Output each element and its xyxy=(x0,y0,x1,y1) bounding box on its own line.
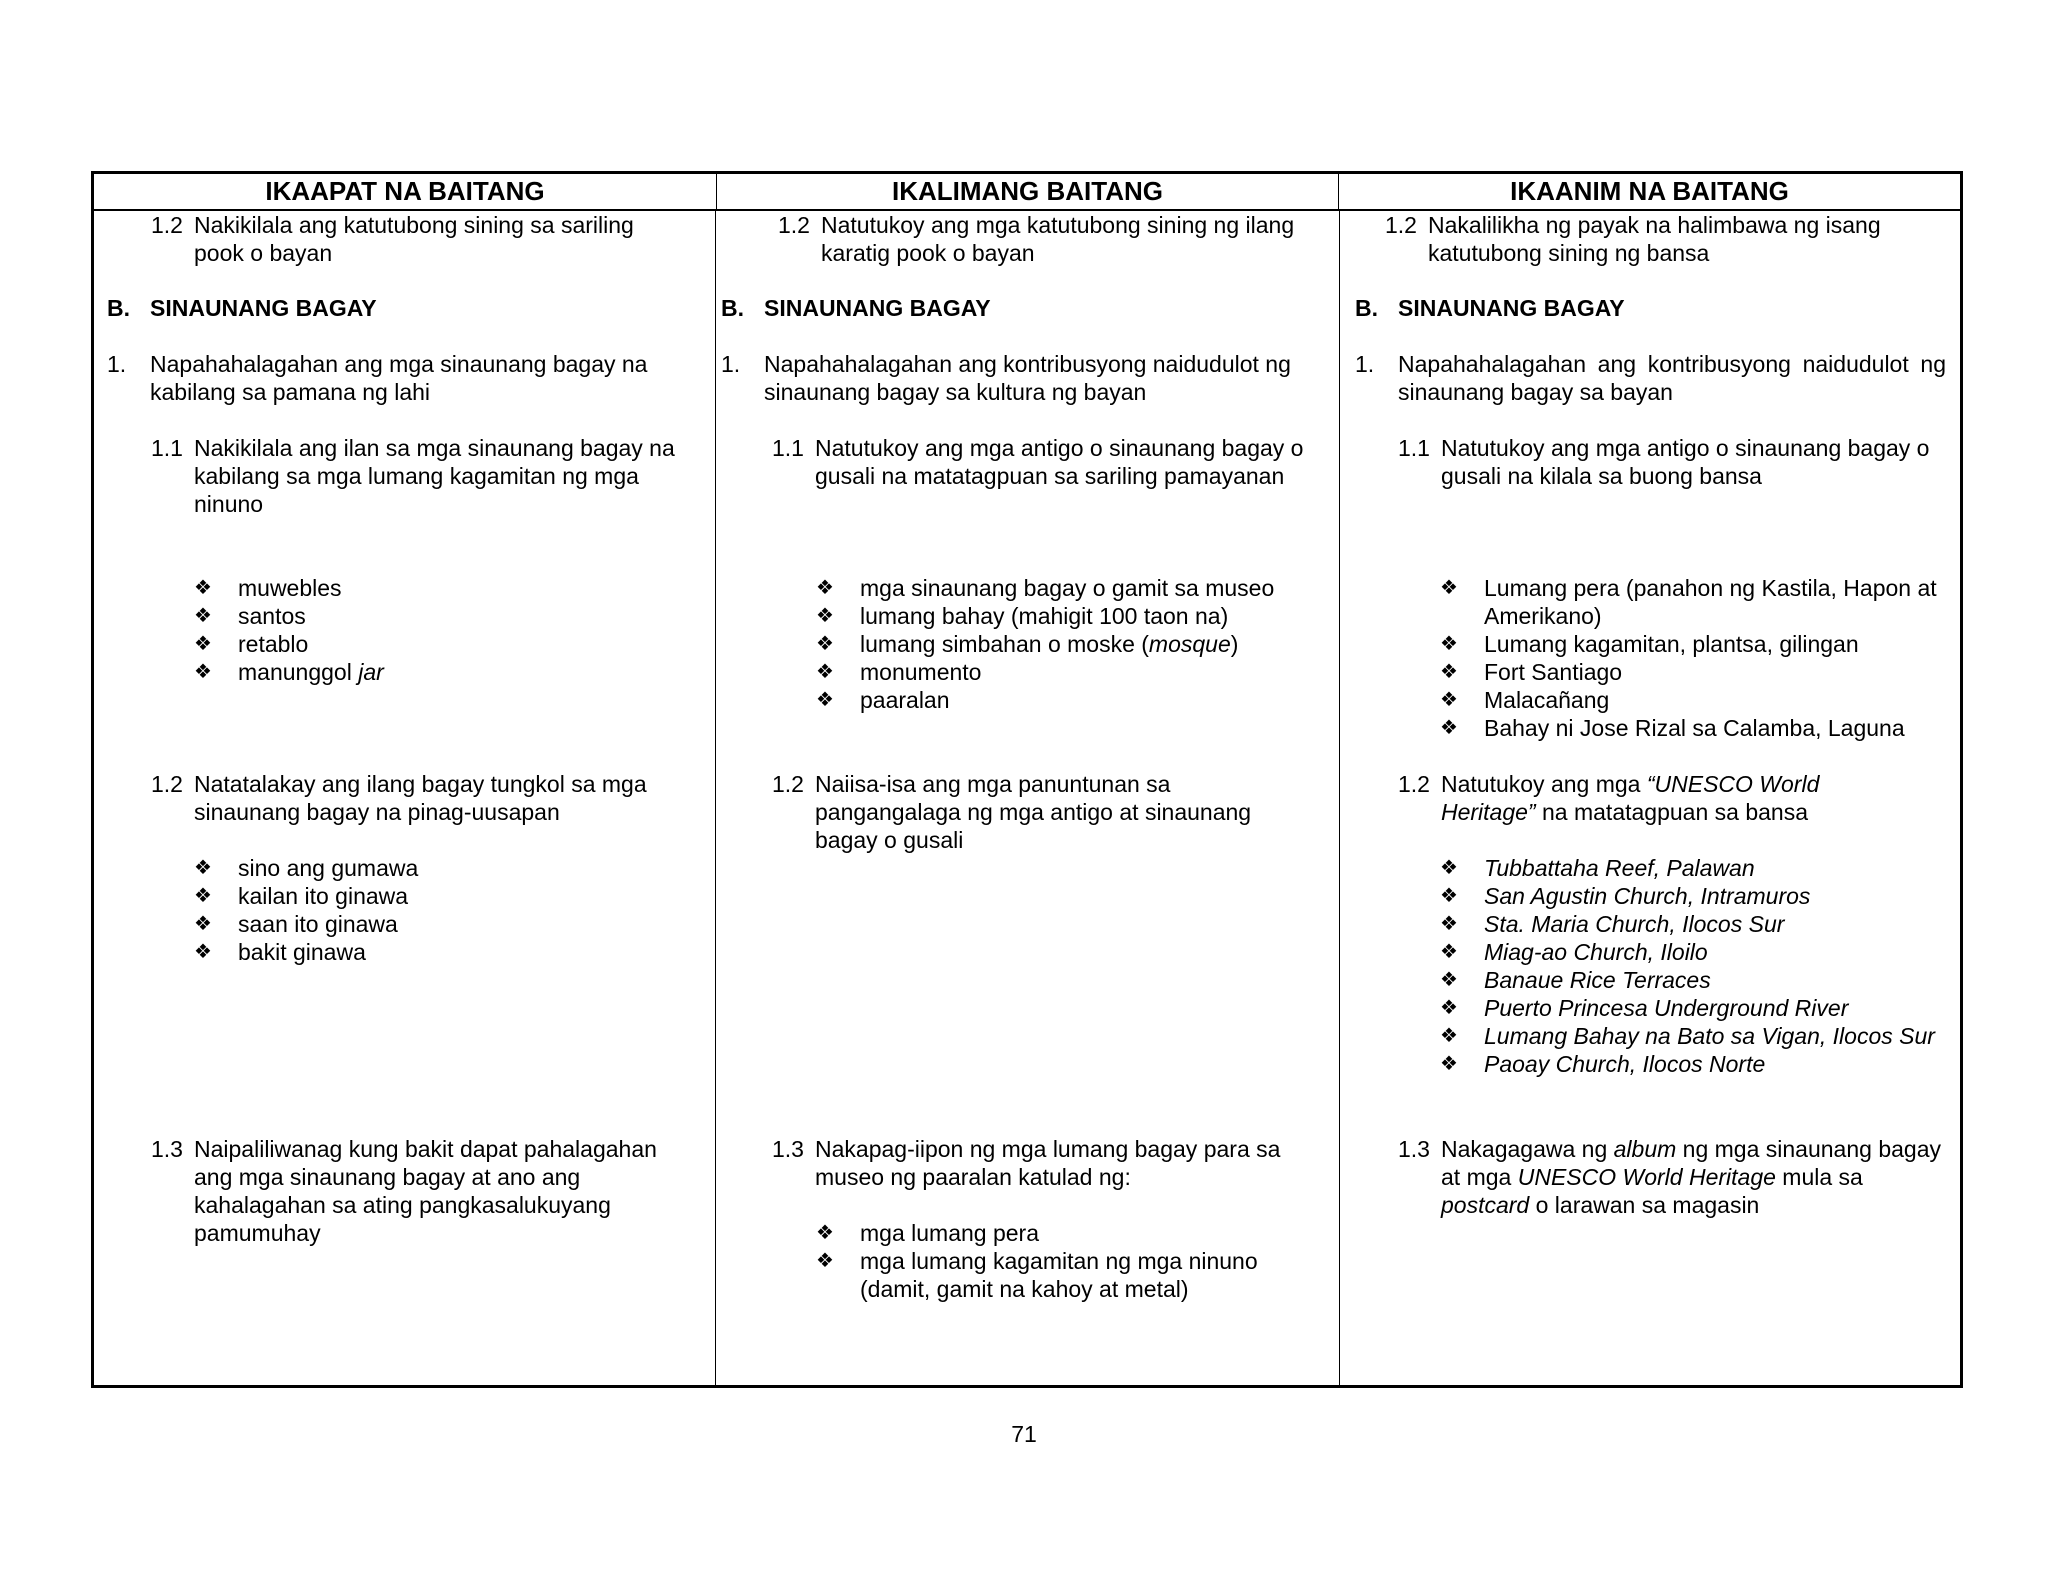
diamond-bullet-icon: ❖ xyxy=(1440,997,1458,1019)
list-item: ❖ San Agustin Church, Intramuros xyxy=(1440,883,1811,909)
column-divider xyxy=(1339,209,1340,1385)
diamond-bullet-icon: ❖ xyxy=(194,661,212,683)
diamond-bullet-icon: ❖ xyxy=(1440,717,1458,739)
list-item: ❖ Puerto Princesa Underground River xyxy=(1440,995,1849,1021)
list-item: ❖ mga lumang kagamitan ng mga ninuno (damit, gamit na kahoy at metal) xyxy=(816,1248,1258,1302)
list-item: ❖ Banaue Rice Terraces xyxy=(1440,967,1711,993)
list-item: ❖ monumento xyxy=(816,659,982,685)
list-unesco-sites xyxy=(1440,854,1940,1078)
diamond-bullet-icon: ❖ xyxy=(816,1222,834,1244)
list-item: ❖ santos xyxy=(194,603,306,629)
list-item: ❖ Lumang kagamitan, plantsa, gilingan xyxy=(1440,631,1859,657)
list-item: ❖ Lumang Bahay na Bato sa Vigan, Ilocos Sur xyxy=(1440,1023,1935,1049)
diamond-bullet-icon: ❖ xyxy=(1440,941,1458,963)
header-grade-4: IKAAPAT NA BAITANG xyxy=(265,176,545,206)
page-number: 71 xyxy=(1011,1421,1037,1447)
diamond-bullet-icon: ❖ xyxy=(1440,1025,1458,1047)
diamond-bullet-icon: ❖ xyxy=(1440,1053,1458,1075)
list-item: ❖ lumang bahay (mahigit 100 taon na) xyxy=(816,603,1229,629)
diamond-bullet-icon: ❖ xyxy=(816,689,834,711)
diamond-bullet-icon: ❖ xyxy=(194,577,212,599)
list-item: ❖ sino ang gumawa xyxy=(194,855,419,881)
list-item: ❖ Paoay Church, Ilocos Norte xyxy=(1440,1051,1766,1077)
table-header-row xyxy=(94,174,1960,211)
list-item: ❖ Malacañang xyxy=(1440,687,1610,713)
list-1-1-items xyxy=(816,574,1336,714)
list-item: ❖ Tubbattaha Reef, Palawan xyxy=(1440,855,1755,881)
diamond-bullet-icon: ❖ xyxy=(1440,661,1458,683)
list-item: ❖ Fort Santiago xyxy=(1440,659,1623,685)
list-item: ❖ manunggol jar xyxy=(194,659,384,685)
diamond-bullet-icon: ❖ xyxy=(194,857,212,879)
list-item: ❖ mga sinaunang bagay o gamit sa museo xyxy=(816,575,1275,601)
list-1-2-items xyxy=(194,854,694,966)
diamond-bullet-icon: ❖ xyxy=(194,605,212,627)
list-item: ❖ paaralan xyxy=(816,687,950,713)
list-1-1-items xyxy=(194,574,694,686)
diamond-bullet-icon: ❖ xyxy=(816,605,834,627)
list-item: ❖ kailan ito ginawa xyxy=(194,883,409,909)
diamond-bullet-icon: ❖ xyxy=(1440,913,1458,935)
diamond-bullet-icon: ❖ xyxy=(816,1250,834,1272)
list-item: ❖ Sta. Maria Church, Ilocos Sur xyxy=(1440,911,1785,937)
list-item: ❖ saan ito ginawa xyxy=(194,911,398,937)
diamond-bullet-icon: ❖ xyxy=(194,941,212,963)
list-item: ❖ mga lumang pera xyxy=(816,1220,1039,1246)
diamond-bullet-icon: ❖ xyxy=(194,633,212,655)
list-item: ❖ Miag-ao Church, Iloilo xyxy=(1440,939,1708,965)
header-grade-6: IKAANIM NA BAITANG xyxy=(1338,174,1960,209)
diamond-bullet-icon: ❖ xyxy=(1440,969,1458,991)
column-divider xyxy=(715,209,716,1385)
diamond-bullet-icon: ❖ xyxy=(1440,885,1458,907)
list-1-1-items xyxy=(1440,574,1950,742)
diamond-bullet-icon: ❖ xyxy=(1440,689,1458,711)
list-item: ❖ Bahay ni Jose Rizal sa Calamba, Laguna xyxy=(1440,715,1905,741)
list-item: ❖ Lumang pera (panahon ng Kastila, Hapon at Amerikano) xyxy=(1440,575,1937,629)
diamond-bullet-icon: ❖ xyxy=(1440,857,1458,879)
diamond-bullet-icon: ❖ xyxy=(816,577,834,599)
diamond-bullet-icon: ❖ xyxy=(194,885,212,907)
list-item: ❖ bakit ginawa xyxy=(194,939,366,965)
diamond-bullet-icon: ❖ xyxy=(816,661,834,683)
diamond-bullet-icon: ❖ xyxy=(1440,577,1458,599)
list-item: ❖ muwebles xyxy=(194,575,342,601)
header-grade-5: IKALIMANG BAITANG xyxy=(716,174,1338,209)
diamond-bullet-icon: ❖ xyxy=(1440,633,1458,655)
diamond-bullet-icon: ❖ xyxy=(816,633,834,655)
diamond-bullet-icon: ❖ xyxy=(194,913,212,935)
list-item: ❖ retablo xyxy=(194,631,309,657)
list-1-3-items xyxy=(816,1219,1316,1303)
list-item: ❖ lumang simbahan o moske (mosque) xyxy=(816,631,1239,657)
